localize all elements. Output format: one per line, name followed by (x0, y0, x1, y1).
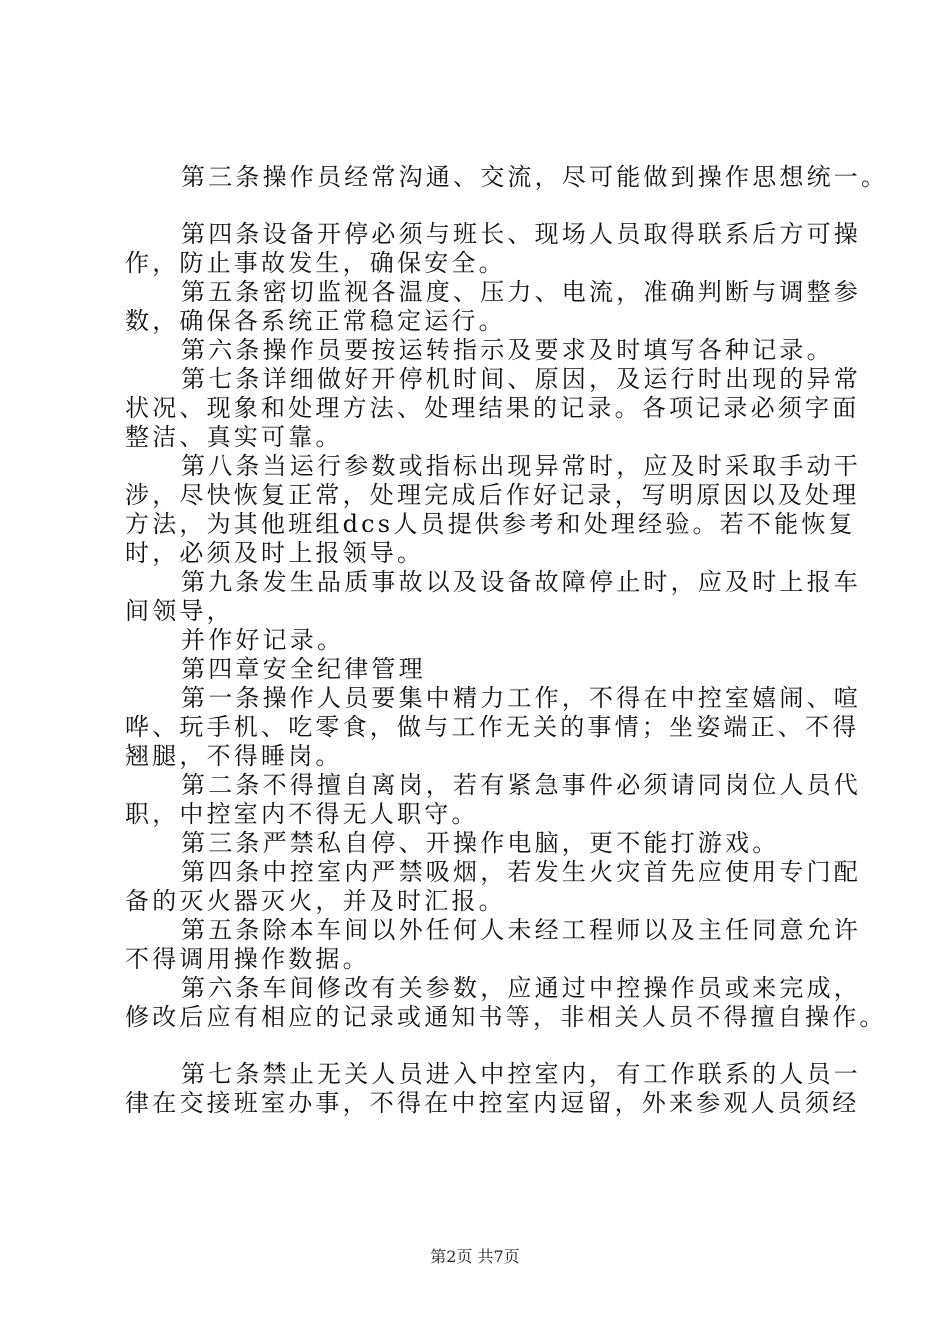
document-body (125, 163, 889, 1118)
text-line: 第五条除本车间以外任何人未经工程师以及主任同意允许 (181, 916, 861, 944)
text-line: 第四条中控室内严禁吸烟，若发生火灾首先应使用专门配 (181, 858, 861, 886)
paragraph-gap (125, 1032, 835, 1060)
text-line: 第一条操作人员要集中精力工作，不得在中控室嬉闹、喧 (181, 684, 861, 712)
text-line: 第六条车间修改有关参数，应通过中控操作员或来完成， (181, 974, 861, 1002)
text-line: 状况、现象和处理方法、处理结果的记录。各项记录必须字面 (125, 394, 860, 422)
text-line: 律在交接班室办事，不得在中控室内逗留，外来参观人员须经 (125, 1089, 860, 1117)
text-line: 第五条密切监视各温度、压力、电流，准确判断与调整参 (181, 278, 861, 306)
text-line: 第八条当运行参数或指标出现异常时，应及时采取手动干 (181, 452, 861, 480)
text-line: 整洁、真实可靠。 (125, 423, 343, 451)
text-line: 第三条严禁私自停、开操作电脑，更不能打游戏。 (181, 829, 780, 857)
text-line: 数，确保各系统正常稳定运行。 (125, 307, 506, 335)
text-line: 职，中控室内不得无人职守。 (125, 800, 479, 828)
text-line: 第九条发生品质事故以及设备故障停止时，应及时上报车 (181, 568, 861, 596)
text-line: 第三条操作员经常沟通、交流，尽可能做到操作思想统一。 (181, 163, 889, 191)
text-line: 涉，尽快恢复正常，处理完成后作好记录，写明原因以及处理 (125, 481, 860, 509)
text-line: 方法，为其他班组dcs人员提供参考和处理经验。若不能恢复 (125, 510, 856, 538)
text-line: 第二条不得擅自离岗，若有紧急事件必须请同岗位人员代 (181, 771, 861, 799)
text-line: 哗、玩手机、吃零食，做与工作无关的事情；坐姿端正、不得 (125, 713, 860, 741)
text-line: 第七条详细做好开停机时间、原因，及运行时出现的异常 (181, 365, 861, 393)
text-line: 修改后应有相应的记录或通知书等，非相关人员不得擅自操作。 (125, 1003, 887, 1031)
text-line: 不得调用操作数据。 (125, 945, 370, 973)
text-line: 第六条操作员要按运转指示及要求及时填写各种记录。 (181, 336, 834, 364)
text-line: 第七条禁止无关人员进入中控室内，有工作联系的人员一 (181, 1060, 861, 1088)
text-line: 并作好记录。 (181, 626, 345, 654)
text-line: 第四章安全纪律管理 (181, 655, 426, 683)
text-line: 时，必须及时上报领导。 (125, 539, 425, 567)
text-line: 备的灭火器灭火，并及时汇报。 (125, 887, 506, 915)
text-line: 作，防止事故发生，确保安全。 (125, 249, 506, 277)
text-line: 翘腿，不得睡岗。 (125, 742, 343, 770)
text-line: 第四条设备开停必须与班长、现场人员取得联系后方可操 (181, 220, 861, 248)
text-line: 间领导， (125, 597, 234, 625)
page-footer: 第2页 共7页 (430, 1247, 520, 1266)
paragraph-gap (125, 192, 835, 220)
